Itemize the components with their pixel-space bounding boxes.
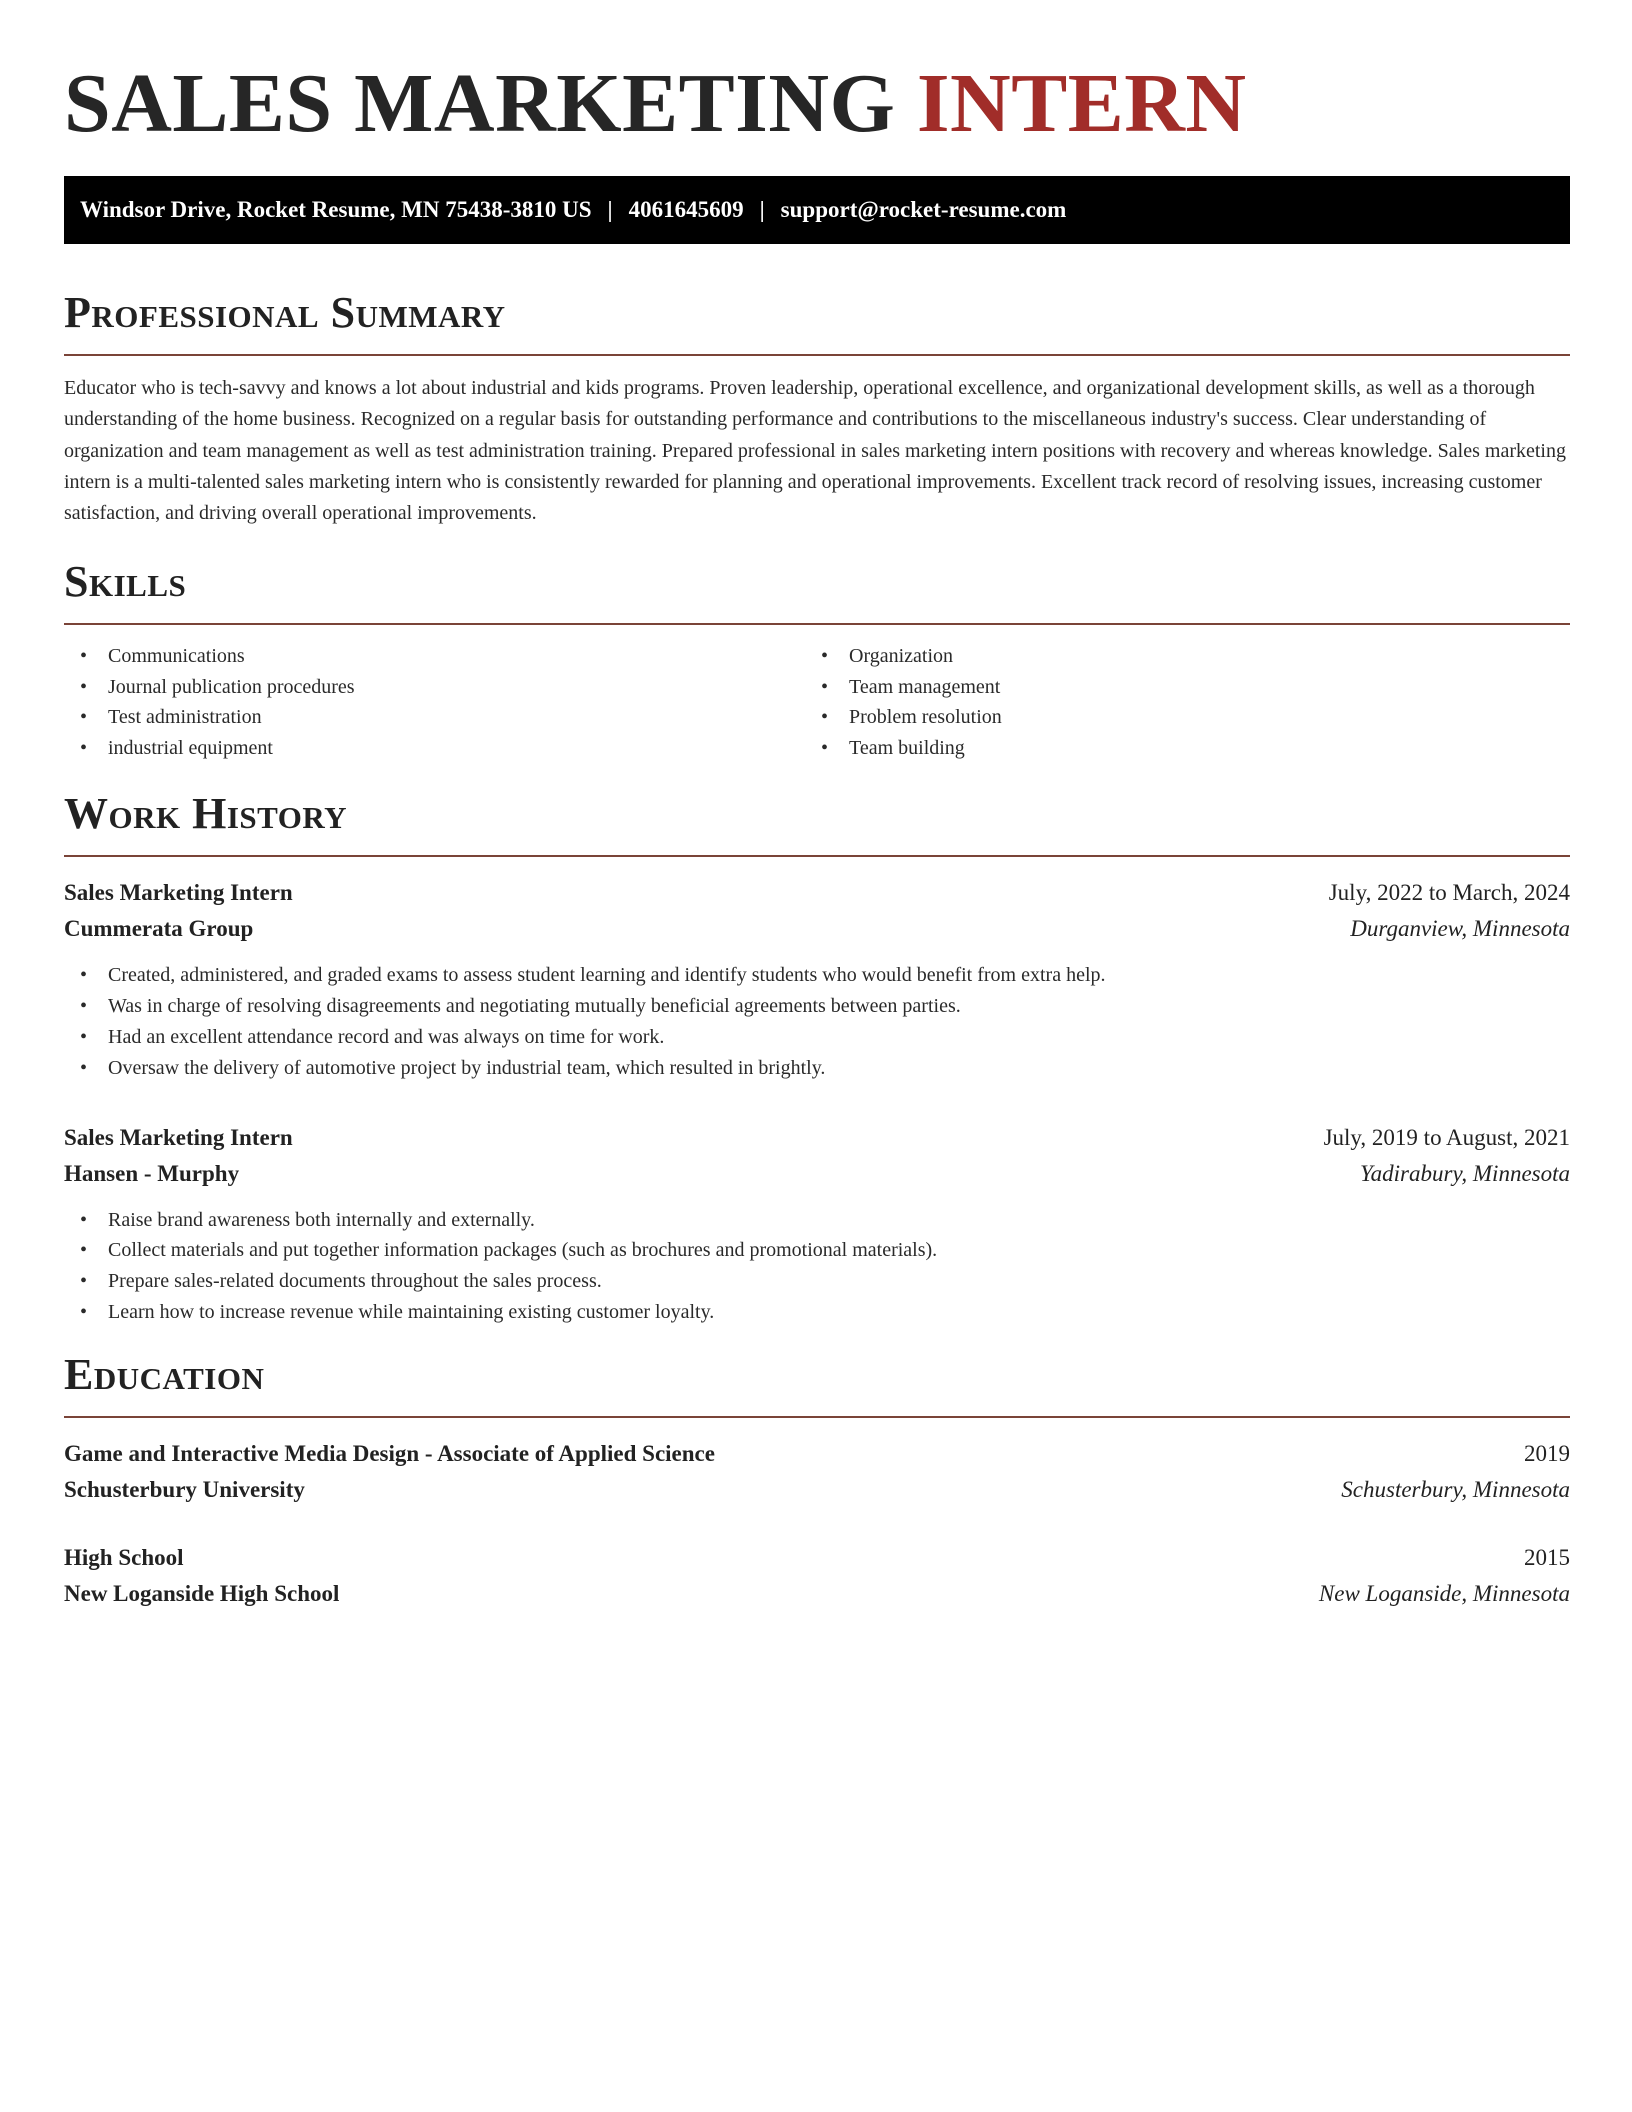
skill-item: • Problem resolution <box>805 702 1546 733</box>
summary-text: Educator who is tech-savvy and knows a lot about industrial and kids programs. Proven leadership, operational excellence, and organizational development skills, as well as a thorough understanding of the home business. Recognized on a regular basis for outstanding performance and contributions to the miscellaneous industry's success. Clear understanding of organization and team management as well as test administration training. Prepared professional in sales marketing intern positions with recovery and whereas knowledge. Sales marketing intern is a multi-talented sales marketing intern who is consistently rewarded for planning and operational improvements. Excellent track record of resolving issues, increasing customer satisfaction, and driving overall operational improvements. <box>64 377 1566 525</box>
education-degree: Game and Interactive Media Design - Associate of Applied Science <box>64 1440 715 1466</box>
work-history-heading: Work History <box>64 789 1570 857</box>
skills-list <box>64 641 1570 763</box>
job-bullets <box>64 1205 1570 1328</box>
job-company: Hansen - Murphy <box>64 1160 240 1186</box>
education-degree: High School <box>64 1544 184 1570</box>
contact-phone: 4061645609 <box>628 197 744 222</box>
job-company: Cummerata Group <box>64 916 254 942</box>
job-bullet: • Prepare sales-related documents throughout the sales process. <box>64 1266 1570 1297</box>
job-entry <box>64 1120 1570 1328</box>
skills-heading: Skills <box>64 557 1570 625</box>
job-bullets <box>64 960 1570 1083</box>
job-dates: July, 2022 to March, 2024 <box>1328 880 1570 906</box>
skill-item: • Team building <box>805 733 1546 764</box>
skills-column-left <box>64 641 805 763</box>
resume-page <box>64 58 1570 1612</box>
education-heading: Education <box>64 1350 1570 1418</box>
job-location: Durganview, Minnesota <box>1350 916 1570 942</box>
education-location: Schusterbury, Minnesota <box>1341 1476 1570 1502</box>
education-school: New Loganside High School <box>64 1580 340 1606</box>
skill-item: • Organization <box>805 641 1546 672</box>
contact-email: support@rocket-resume.com <box>780 197 1067 222</box>
title-level: INTERN <box>916 57 1247 150</box>
job-bullet: • Had an excellent attendance record and was always on time for work. <box>64 1022 1570 1053</box>
summary-heading: Professional Summary <box>64 288 1570 356</box>
education-year: 2019 <box>1524 1440 1570 1466</box>
job-bullet: • Was in charge of resolving disagreements and negotiating mutually beneficial agreements between parties. <box>64 991 1570 1022</box>
contact-bar <box>64 176 1570 244</box>
job-bullet: • Raise brand awareness both internally and externally. <box>64 1205 1570 1236</box>
contact-address: Windsor Drive, Rocket Resume, MN 75438-3810 US <box>80 197 592 222</box>
education-location: New Loganside, Minnesota <box>1318 1580 1570 1606</box>
education-entry <box>64 1540 1570 1612</box>
job-dates: July, 2019 to August, 2021 <box>1323 1124 1570 1150</box>
skill-item: • Test administration <box>64 702 805 733</box>
education-school: Schusterbury University <box>64 1476 305 1502</box>
job-title: Sales Marketing Intern <box>64 880 293 906</box>
job-bullet: • Oversaw the delivery of automotive project by industrial team, which resulted in brightly. <box>64 1053 1570 1084</box>
skill-item: • Communications <box>64 641 805 672</box>
skill-item: • industrial equipment <box>64 733 805 764</box>
title-role: SALES MARKETING <box>64 57 896 150</box>
contact-separator: | <box>759 197 765 222</box>
skill-item: • Team management <box>805 672 1546 703</box>
contact-separator: | <box>607 197 613 222</box>
job-title: Sales Marketing Intern <box>64 1124 293 1150</box>
job-entry <box>64 875 1570 1083</box>
resume-title <box>64 58 1570 150</box>
job-bullet: • Learn how to increase revenue while maintaining existing customer loyalty. <box>64 1297 1570 1328</box>
skill-item: • Journal publication procedures <box>64 672 805 703</box>
job-location: Yadirabury, Minnesota <box>1359 1160 1570 1186</box>
skills-column-right <box>805 641 1546 763</box>
education-year: 2015 <box>1524 1544 1570 1570</box>
job-bullet: • Collect materials and put together information packages (such as brochures and promotional materials). <box>64 1235 1570 1266</box>
job-bullet: • Created, administered, and graded exams to assess student learning and identify students who would benefit from extra help. <box>64 960 1570 991</box>
education-entry <box>64 1436 1570 1508</box>
